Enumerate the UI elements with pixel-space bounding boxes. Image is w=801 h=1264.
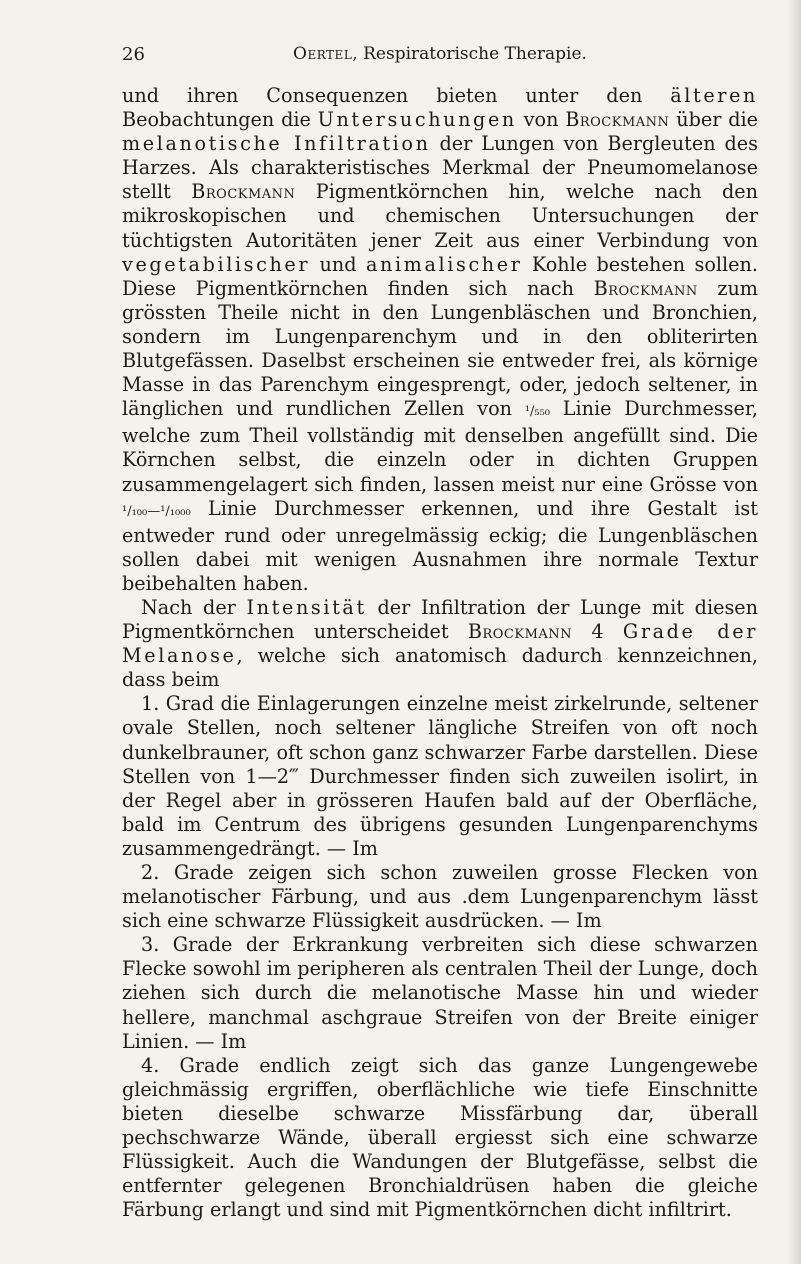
fraction: ¹/₅₅₀ — [524, 404, 550, 420]
fraction: ¹/₁₀₀—¹/₁₀₀₀ — [122, 503, 191, 519]
running-title-text: , Respiratorische Therapie. — [352, 44, 587, 64]
running-title — [122, 44, 758, 64]
emphasis-text: vegetabilischer — [122, 252, 311, 276]
emphasis-text: Intensität — [246, 595, 367, 619]
emphasis-text: animalischer — [365, 252, 523, 276]
emphasis-text: Grade der Melanose — [122, 620, 759, 668]
emphasis-text: Untersuchungen — [317, 108, 517, 132]
emphasis-text: älteren — [670, 84, 758, 107]
paragraph-grade-2: 2. Grade zeigen sich schon zuweilen grosse Flecken von melanotischer Färbung, und aus .dem Lungenparenchym lässt sich eine schwarze Flüssigkeit ausdrücken. — Im — [122, 861, 758, 933]
page-edge-shadow — [787, 0, 801, 1264]
author-name: Brockmann — [565, 108, 670, 132]
paragraph-intensity: Nach der Intensität der Infiltration der Lunge mit diesen Pigmentkörnchen unterscheidet Brockmann 4 Grade der Melanose, welche sich anatomisch dadurch kennzeichnen, dass beim — [122, 595, 759, 692]
body-text — [122, 84, 758, 1222]
paragraph-grade-3: 3. Grade der Erkrankung verbreiten sich diese schwarzen Flecke sowohl im peripheren als centralen Theil der Lunge, doch ziehen sich durch die melanotische Masse hin und wieder hellere, manchmal aschgraue Streifen von der Breite einiger Linien. — Im — [122, 933, 758, 1053]
paragraph-brockmann-study: und ihren Consequenzen bieten unter den älteren Beobachtungen die Untersuchungen von Brockmann über die melanotische Infiltration der Lungen von Bergleuten des Harzes. Als charakteristisches Merkmal der Pneumomelanose stellt Brockmann Pigmentkörnchen hin, welche nach den mikroskopischen und chemischen Untersuchungen der tüchtigsten Autoritäten jener Zeit aus einer Verbindung von vegetabilischer und animalischer Kohle bestehen sollen. Diese Pigmentkörnchen finden sich nach Brockmann zum grössten Theile nicht in den Lungenbläschen und Bronchien, sondern im Lungenparenchym und in den obliterirten Blutgefässen. Daselbst erscheinen sie entweder frei, als körnige Masse in das Parenchym eingesprengt, oder, jedoch seltener, in länglichen und rundlichen Zellen von ¹/₅₅₀ Linie Durchmesser, welche zum Theil vollständig mit denselben angefüllt sind. Die Körnchen selbst, die einzeln oder in dichten Gruppen zusammengelagert sich finden, lassen meist nur eine Grösse von ¹/₁₀₀—¹/₁₀₀₀ Linie Durchmesser erkennen, und ihre Gestalt ist entweder rund oder unregelmässig eckig; die Lungenbläschen sollen dabei mit wenigen Ausnahmen ihre normale Textur beibehalten haben. — [122, 84, 759, 595]
author-name: Brockmann — [191, 180, 296, 204]
author-name: Brockmann — [467, 620, 573, 644]
author-name: Brockmann — [593, 276, 698, 300]
paragraph-grade-4: 4. Grade endlich zeigt sich das ganze Lungengewebe gleichmässig ergriffen, oberflächliche wie tiefe Einschnitte bieten dieselbe schwarze Missfärbung dar, überall pechschwarze Wände, überall ergiesst sich eine schwarze Flüssigkeit. Auch die Wandungen der Blutgefässe, selbst die entfernter gelegenen Bronchialdrüsen haben die gleiche Färbung erlangt und sind mit Pigmentkörnchen dicht infiltrirt. — [122, 1053, 758, 1222]
paragraph-grade-1: 1. Grad die Einlagerungen einzelne meist zirkelrunde, seltener ovale Stellen, noch seltener längliche Streifen von oft noch dunkelbrauner, oft schon ganz schwarzer Farbe darstellen. Diese Stellen von 1—2‴ Durchmesser finden sich zuweilen isolirt, in der Regel aber in grösseren Haufen bald auf der Oberfläche, bald im Centrum des übrigens gesunden Lungenparenchyms zusammengedrängt. — Im — [122, 692, 758, 860]
emphasis-text: melanotische Infiltration — [122, 132, 431, 156]
page-number: 26 — [122, 44, 145, 65]
running-header — [122, 44, 758, 68]
running-title-author: Oertel — [293, 44, 353, 64]
